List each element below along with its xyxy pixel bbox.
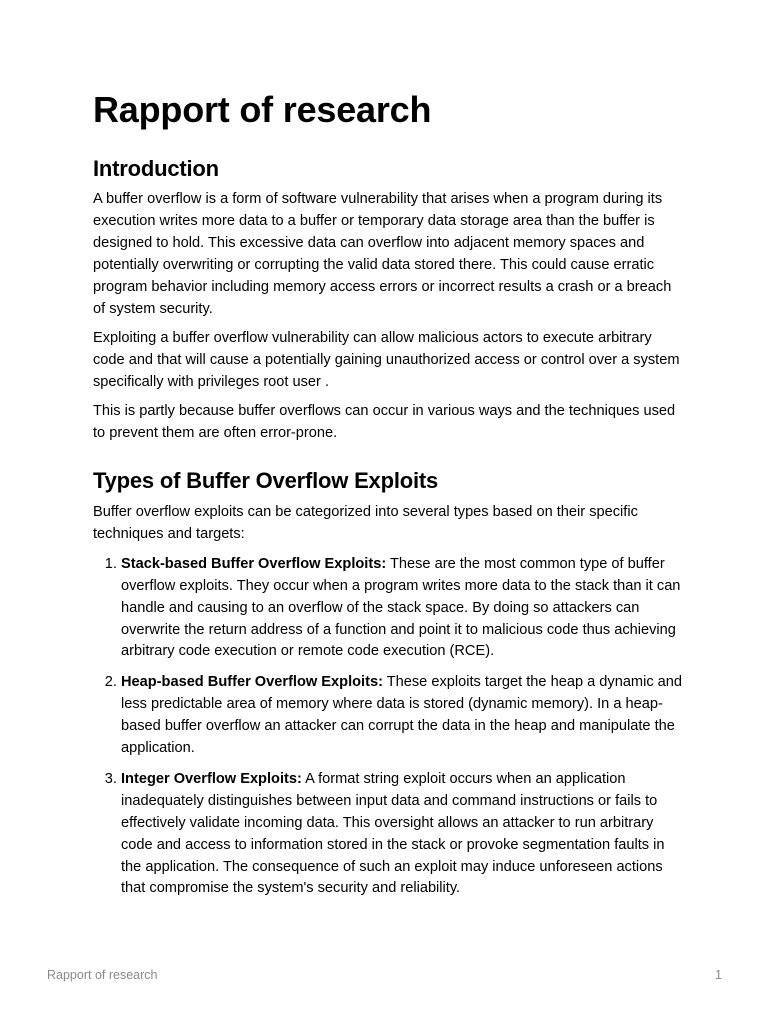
introduction-paragraph-1: A buffer overflow is a form of software vulnerability that arises when a program during its execution writes more data to a buffer or temporary data storage area than the buffer is designed to hold. This excessive data can overflow into adjacent memory spaces and potentially overwriting or corrupting the valid data stored there. This could cause erratic program behavior including memory access errors or incorrect results a crash or a breach of system security. — [93, 191, 672, 317]
page-content — [93, 88, 683, 909]
exploit-types-list — [93, 554, 683, 901]
introduction-paragraph-2: Exploiting a buffer overflow vulnerability can allow malicious actors to execute arbitrary code and that will cause a potentially gaining unauthorized access or control over a system specifically with privileges root user . — [93, 329, 680, 390]
list-item-integer-overflow — [121, 769, 683, 900]
footer-title: Rapport of research — [47, 968, 158, 982]
list-item-term: Heap-based Buffer Overflow Exploits: — [121, 674, 383, 691]
types-intro: Buffer overflow exploits can be categorized into several types based on their specific techniques and targets: — [93, 503, 638, 542]
list-item-text: A format string exploit occurs when an application inadequately distinguishes between input data and command instructions or fails to effectively validate incoming data. This oversight allows an attacker to run arbitrary code and access to information stored in the stack or provoke segmentation faults in the application. The consequence of such an exploit may induce unforeseen actions that compromise the system's security and reliability. — [121, 770, 665, 897]
list-item-text: These exploits target the heap a dynamic and less predictable area of memory where data is stored (dynamic memory). In a heap-based buffer overflow an attacker can corrupt the data in the heap and manipulate the application. — [121, 674, 683, 757]
introduction-heading: Introduction — [93, 156, 219, 181]
list-item-stack-based — [121, 554, 683, 664]
introduction-paragraph-3: This is partly because buffer overflows can occur in various ways and the techniques used to prevent them are often error-prone. — [93, 403, 676, 442]
document-title: Rapport of research — [93, 89, 432, 130]
list-item-term: Integer Overflow Exploits: — [121, 770, 302, 787]
list-item-text: These are the most common type of buffer overflow exploits. They occur when a program writes more data to the stack than it can handle and causing to an overflow of the stack space. By doing so attackers can overwrite the return address of a function and point it to malicious code thus achieving arbitrary code execution or remote code execution (RCE). — [121, 555, 681, 660]
types-heading: Types of Buffer Overflow Exploits — [93, 467, 439, 493]
list-item-term: Stack-based Buffer Overflow Exploits: — [121, 555, 387, 572]
footer-page-number: 1 — [715, 968, 722, 982]
list-item-heap-based — [121, 672, 683, 760]
